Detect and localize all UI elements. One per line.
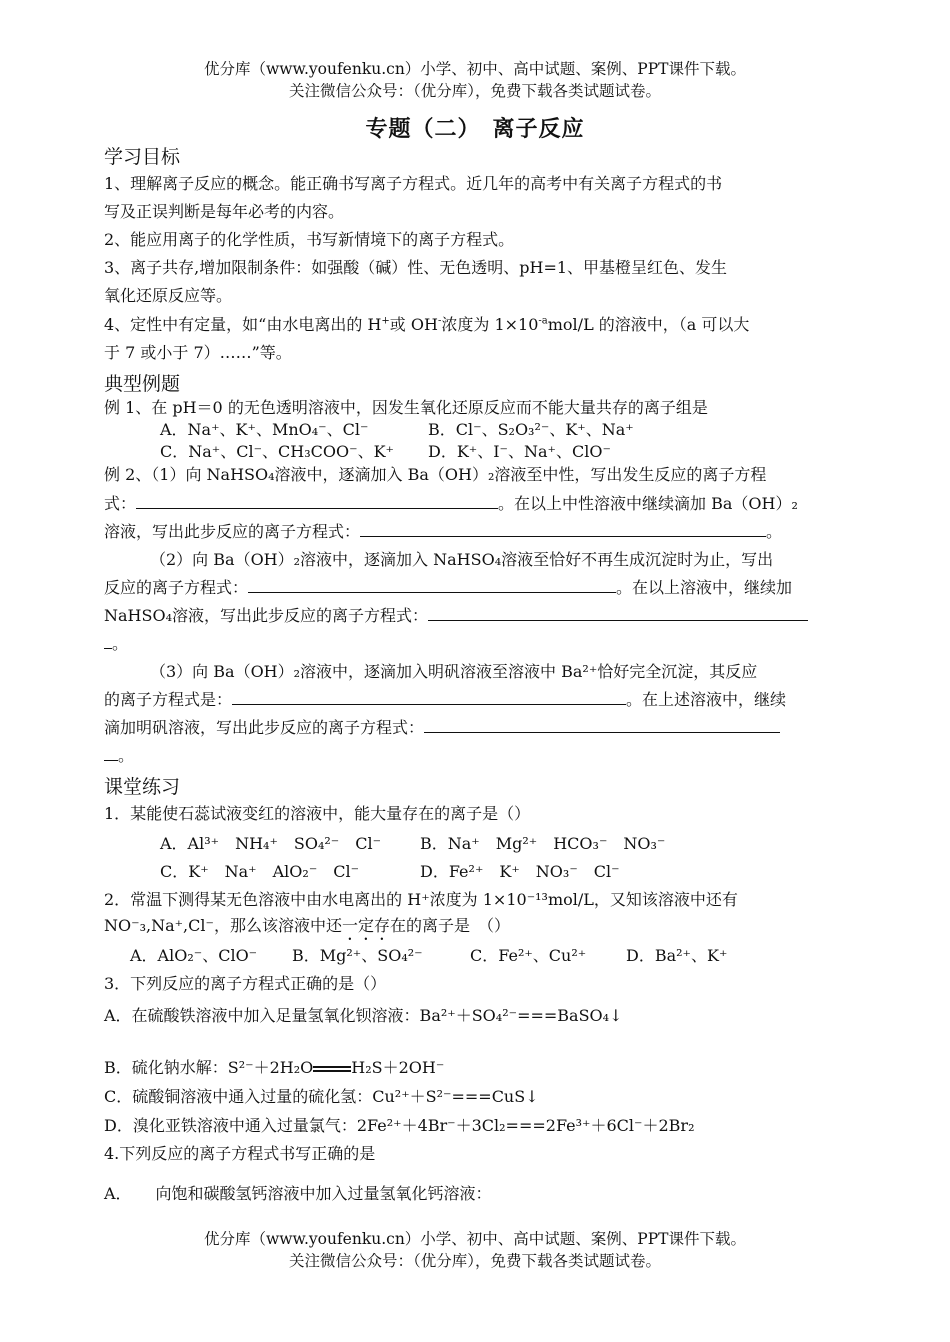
example-2-part-2a: （2）向 Ba（OH）₂溶液中，逐滴加入 NaHSO₄溶液至恰好不再生成沉淀时为止，写出: [150, 550, 774, 569]
example-2-part-3d: 。: [104, 744, 134, 768]
question-2-option-c: C．Fe²⁺、Cu²⁺: [470, 946, 587, 965]
question-2b: NO⁻₃,Na⁺,Cl⁻，那么该溶液中还一定存在的离子是 （）: [104, 916, 510, 935]
question-4: 4.下列反应的离子方程式书写正确的是: [104, 1144, 376, 1163]
footer-line-2: 关注微信公众号：（优分库），免费下载各类试题试卷。: [288, 1252, 661, 1270]
question-1-option-a: A．Al³⁺ NH₄⁺ SO₄²⁻ Cl⁻: [160, 834, 382, 853]
question-1-option-d: D．Fe²⁺ K⁺ NO₃⁻ Cl⁻: [420, 862, 620, 881]
goal-4b: 于 7 或小于 7）……”等。: [104, 343, 292, 362]
question-1-option-b: B．Na⁺ Mg²⁺ HCO₃⁻ NO₃⁻: [420, 834, 666, 853]
example-2-part-1b: 式： 。在以上中性溶液中继续滴加 Ba（OH）₂: [104, 494, 798, 513]
example-2-part-3a: （3）向 Ba（OH）₂溶液中，逐滴加入明矾溶液至溶液中 Ba²⁺恰好完全沉淀，其反应: [150, 662, 758, 681]
example-2-part-1a: 例 2、（1）向 NaHSO₄溶液中，逐滴加入 Ba（OH）₂溶液至中性，写出发生反应的离子方程: [104, 465, 767, 484]
question-1: 1．某能使石蕊试液变红的溶液中，能大量存在的离子是（）: [104, 804, 531, 823]
goal-1b: 写及正误判断是每年必考的内容。: [104, 202, 345, 221]
example-2-part-3b: 的离子方程式是： 。在上述溶液中，继续: [104, 690, 787, 709]
question-2-option-d: D．Ba²⁺、K⁺: [626, 946, 728, 965]
answer-blank[interactable]: [428, 604, 808, 621]
footer-line-1: 优分库（www.youfenku.cn）小学、初中、高中试题、案例、PPT课件下载。: [203, 1230, 747, 1248]
answer-blank[interactable]: [232, 688, 626, 705]
example-1-stem: 例 1、在 pH＝0 的无色透明溶液中，因发生氧化还原反应而不能大量共存的离子组是: [104, 398, 708, 417]
answer-blank[interactable]: [424, 716, 780, 733]
example-1-option-b: B．Cl⁻、S₂O₃²⁻、K⁺、Na⁺: [428, 420, 634, 439]
question-1-option-c: C．K⁺ Na⁺ AlO₂⁻ Cl⁻: [160, 862, 360, 881]
question-3: 3．下列反应的离子方程式正确的是（）: [104, 974, 387, 993]
header-line-2: 关注微信公众号：（优分库），免费下载各类试题试卷。: [288, 82, 661, 100]
example-1-option-d: D．K⁺、I⁻、Na⁺、ClO⁻: [428, 442, 611, 461]
goal-3a: 3、离子共存,增加限制条件：如强酸（碱）性、无色透明、pH=1、甲基橙呈红色、发生: [104, 258, 728, 277]
answer-blank[interactable]: [360, 520, 766, 537]
goal-3b: 氧化还原反应等。: [104, 286, 233, 305]
question-3-option-d: D．溴化亚铁溶液中通入过量氯气：2Fe²⁺＋4Br⁻＋3Cl₂===2Fe³⁺＋6Cl⁻＋2Br₂: [104, 1116, 695, 1135]
question-4-option-a: A． 向饱和碳酸氢钙溶液中加入过量氢氧化钙溶液：: [104, 1184, 492, 1203]
example-1-option-c: C．Na⁺、Cl⁻、CH₃COO⁻、K⁺: [160, 442, 394, 461]
section-goals: 学习目标: [104, 146, 181, 168]
page-title: 专题（二） 离子反应: [365, 117, 585, 142]
example-2-part-1c: 溶液，写出此步反应的离子方程式： 。: [104, 522, 783, 541]
section-examples: 典型例题: [104, 373, 181, 395]
header-line-1: 优分库（www.youfenku.cn）小学、初中、高中试题、案例、PPT课件下载。: [203, 60, 747, 78]
example-2-part-2c: NaHSO₄溶液，写出此步反应的离子方程式：: [104, 604, 808, 628]
question-3-option-b: B．硫化钠水解：S²⁻＋2H₂O H₂S＋2OH⁻: [104, 1058, 445, 1077]
equilibrium-arrow-icon: [313, 1064, 351, 1074]
question-2a: 2．常温下测得某无色溶液中由水电离出的 H⁺浓度为 1×10⁻¹³mol/L，又知该溶液中还有: [104, 890, 738, 909]
goal-2: 2、能应用离子的化学性质，书写新情境下的离子方程式。: [104, 230, 515, 249]
goal-4a: 4、定性中有定量，如“由水电离出的 H+或 OH-浓度为 $1\times 10^{-a}mol/L$ 的溶液中，（a 可以大: [104, 315, 750, 334]
example-2-part-2b: 反应的离子方程式： 。在以上溶液中，继续加: [104, 578, 793, 597]
example-2-part-3c: 滴加明矾溶液，写出此步反应的离子方程式：: [104, 716, 780, 740]
example-2-part-2d: 。: [104, 632, 128, 656]
example-1-option-a: A．Na⁺、K⁺、MnO₄⁻、Cl⁻: [160, 420, 369, 439]
question-3-option-c: C．硫酸铜溶液中通入过量的硫化氢：Cu²⁺＋S²⁻===CuS↓: [104, 1087, 539, 1106]
answer-blank[interactable]: [104, 744, 118, 761]
answer-blank[interactable]: [104, 632, 112, 649]
answer-blank[interactable]: [248, 576, 616, 593]
goal-1a: 1、理解离子反应的概念。能正确书写离子方程式。近几年的高考中有关离子方程式的书: [104, 174, 723, 193]
question-3-option-a: A．在硫酸铁溶液中加入足量氢氧化钡溶液：Ba²⁺＋SO₄²⁻===BaSO₄↓: [104, 1006, 623, 1025]
question-2-option-b: B．Mg²⁺、SO₄²⁻: [292, 946, 423, 965]
answer-blank[interactable]: [136, 492, 498, 509]
section-practice: 课堂练习: [104, 776, 181, 798]
question-2-option-a: A．AlO₂⁻、ClO⁻: [130, 946, 258, 965]
